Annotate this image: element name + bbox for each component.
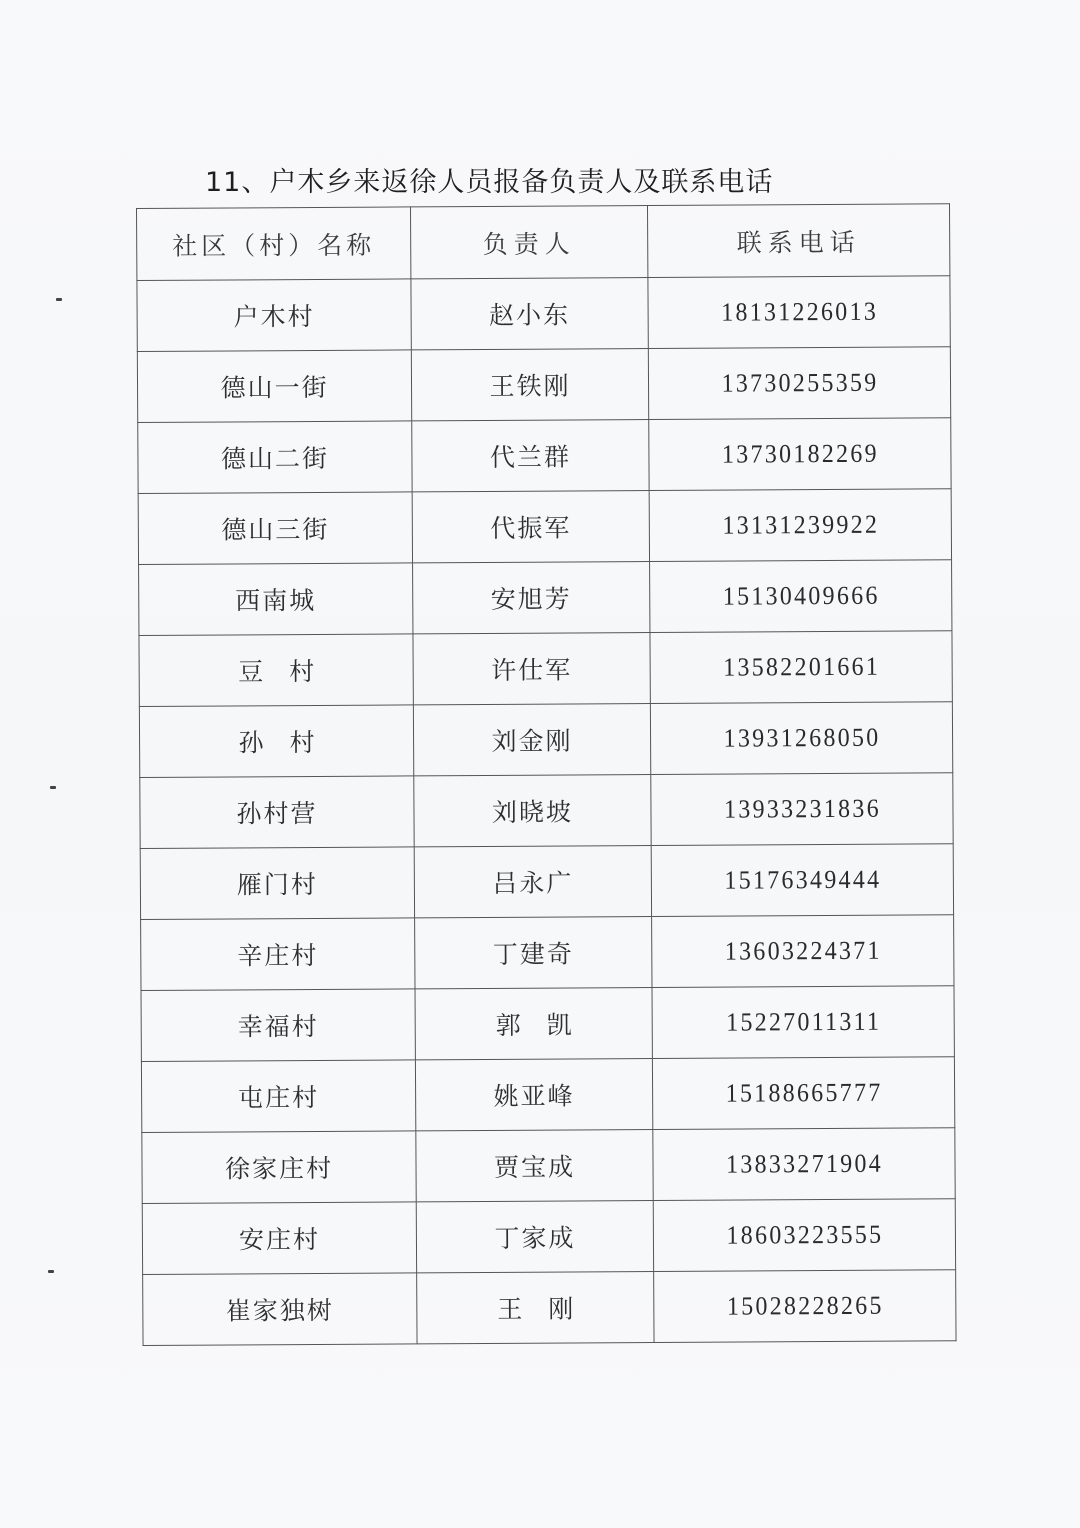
community-cell: 德山一街	[137, 350, 411, 423]
community-cell: 孙村营	[140, 776, 414, 849]
table-row	[143, 1270, 956, 1346]
person-cell: 吕永广	[414, 846, 651, 918]
table-row	[141, 1057, 954, 1133]
phone-cell: 18603223555	[665, 1199, 943, 1272]
community-cell: 德山三街	[138, 492, 412, 565]
table-row	[142, 1128, 955, 1204]
document-title: 11、户木乡来返徐人员报备负责人及联系电话	[205, 167, 774, 198]
person-cell: 代兰群	[412, 420, 649, 492]
person-cell: 丁家成	[416, 1201, 653, 1273]
table-row	[139, 631, 952, 707]
person-cell: 安旭芳	[413, 562, 650, 634]
community-cell: 屯庄村	[141, 1060, 415, 1133]
phone-cell: 15028228265	[666, 1270, 944, 1343]
phone-cell: 13603224371	[664, 915, 942, 988]
table-row	[140, 773, 953, 849]
table-row	[142, 1199, 955, 1275]
table-row	[137, 347, 950, 423]
header-community-name: 社区（村）名称	[137, 207, 411, 281]
community-cell: 户木村	[137, 279, 411, 352]
margin-mark	[50, 786, 56, 789]
table-row	[141, 915, 954, 991]
person-cell: 王铁刚	[411, 349, 648, 421]
table-row	[141, 986, 954, 1062]
person-cell: 赵小东	[411, 278, 648, 350]
phone-cell: 13931268050	[662, 702, 940, 775]
phone-cell: 15176349444	[663, 844, 941, 917]
phone-cell: 13833271904	[665, 1128, 943, 1201]
phone-cell: 13582201661	[662, 631, 940, 704]
contact-table	[136, 203, 957, 1346]
community-cell: 雁门村	[140, 847, 414, 920]
phone-cell: 13933231836	[663, 773, 941, 846]
phone-cell: 18131226013	[660, 276, 938, 349]
person-cell: 刘晓坡	[414, 775, 651, 847]
header-contact-phone: 联系电话	[647, 204, 949, 278]
table-row	[138, 489, 951, 565]
person-cell: 姚亚峰	[415, 1059, 652, 1131]
person-cell: 郭凯	[415, 988, 652, 1060]
community-cell: 安庄村	[142, 1202, 416, 1275]
table-row	[138, 418, 951, 494]
community-cell: 辛庄村	[141, 918, 415, 991]
table-row	[139, 702, 952, 778]
community-cell: 豆村	[139, 634, 413, 707]
person-cell: 刘金刚	[413, 704, 650, 776]
community-cell: 幸福村	[141, 989, 415, 1062]
community-cell: 孙村	[139, 705, 413, 778]
contact-table-container	[136, 203, 956, 1346]
phone-cell: 13730255359	[660, 347, 938, 420]
phone-cell: 13131239922	[661, 489, 939, 562]
header-person-in-charge: 负责人	[410, 206, 647, 279]
community-cell: 徐家庄村	[142, 1131, 416, 1204]
margin-mark	[48, 1270, 54, 1273]
person-cell: 贾宝成	[416, 1130, 653, 1202]
table-row	[137, 276, 950, 352]
table-row	[140, 844, 953, 920]
community-cell: 崔家独树	[143, 1273, 417, 1346]
community-cell: 西南城	[139, 563, 413, 636]
phone-cell: 15227011311	[664, 986, 942, 1059]
margin-mark	[56, 298, 62, 301]
table-row	[139, 560, 952, 636]
phone-cell: 15188665777	[664, 1057, 942, 1130]
community-cell: 德山二街	[138, 421, 412, 494]
table-header-row	[137, 204, 950, 281]
phone-cell: 13730182269	[661, 418, 939, 491]
phone-cell: 15130409666	[662, 560, 940, 633]
person-cell: 丁建奇	[415, 917, 652, 989]
person-cell: 代振军	[412, 491, 649, 563]
person-cell: 许仕军	[413, 633, 650, 705]
person-cell: 王刚	[417, 1272, 654, 1344]
